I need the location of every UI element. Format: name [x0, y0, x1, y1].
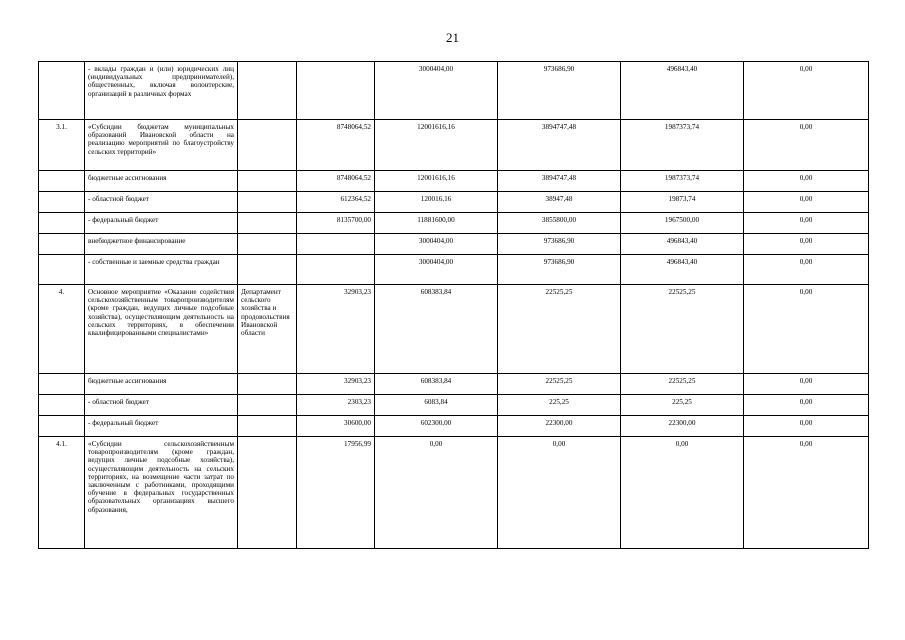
row-value-1: 2303,23 [297, 395, 375, 416]
row-value-2: 608383,84 [375, 285, 498, 374]
row-description: - собственные и заемные средства граждан [85, 255, 238, 285]
row-description: - областной бюджет [85, 192, 238, 213]
row-executor [238, 416, 297, 437]
table-row [39, 234, 869, 255]
row-value-3: 225,25 [498, 395, 621, 416]
row-value-4: 1967500,00 [621, 213, 744, 234]
row-value-4: 496843,40 [621, 255, 744, 285]
row-value-3: 3855800,00 [498, 213, 621, 234]
table-row [39, 171, 869, 192]
row-description: Основное мероприятие «Оказание содействия сельскохозяйственным товаропроизводителям (кроме граждан, ведущих личные подсобные хозяйства), осуществляющим деятельность на сельских территориях, в обеспечении квалифицированными специалистами» [85, 285, 238, 374]
row-value-3: 0,00 [498, 437, 621, 549]
row-value-5: 0,00 [744, 255, 869, 285]
row-number: 3.1. [39, 120, 85, 171]
row-value-4: 22525,25 [621, 374, 744, 395]
row-value-3: 973686,90 [498, 62, 621, 120]
row-executor [238, 171, 297, 192]
row-value-5: 0,00 [744, 120, 869, 171]
row-description: внебюджетное финансирование [85, 234, 238, 255]
row-value-4: 225,25 [621, 395, 744, 416]
table-row [39, 416, 869, 437]
row-value-5: 0,00 [744, 171, 869, 192]
row-value-3: 973686,90 [498, 255, 621, 285]
row-number [39, 395, 85, 416]
row-executor [238, 374, 297, 395]
table-row [39, 62, 869, 120]
row-value-3: 22525,25 [498, 374, 621, 395]
row-description: - федеральный бюджет [85, 213, 238, 234]
row-value-2: 120016,16 [375, 192, 498, 213]
row-value-4: 1987373,74 [621, 120, 744, 171]
row-executor [238, 437, 297, 549]
row-number [39, 255, 85, 285]
row-value-1: 612364,52 [297, 192, 375, 213]
page-number: 21 [446, 30, 459, 45]
row-number [39, 234, 85, 255]
table-row [39, 374, 869, 395]
row-description: бюджетные ассигнования [85, 374, 238, 395]
row-description: - федеральный бюджет [85, 416, 238, 437]
row-value-5: 0,00 [744, 234, 869, 255]
row-value-2: 3000404,00 [375, 234, 498, 255]
row-description: бюджетные ассигнования [85, 171, 238, 192]
row-value-2: 3000404,00 [375, 255, 498, 285]
row-executor [238, 255, 297, 285]
row-description: - вклады граждан и (или) юридических лиц (индивидуальных предпринимателей), общественных, включая волонтерские, организаций в различных формах [85, 62, 238, 120]
row-executor [238, 395, 297, 416]
row-number [39, 192, 85, 213]
row-value-3: 973686,90 [498, 234, 621, 255]
row-value-2: 608383,84 [375, 374, 498, 395]
row-value-1: 8748064,52 [297, 120, 375, 171]
row-value-2: 12001616,16 [375, 171, 498, 192]
table-row [39, 255, 869, 285]
table-row [39, 192, 869, 213]
row-number [39, 416, 85, 437]
row-value-2: 12001616,16 [375, 120, 498, 171]
row-executor [238, 62, 297, 120]
row-value-2: 602300,00 [375, 416, 498, 437]
table-row [39, 213, 869, 234]
row-value-4: 22525,25 [621, 285, 744, 374]
row-value-1 [297, 62, 375, 120]
row-value-4: 496843,40 [621, 62, 744, 120]
row-value-3: 3894747,48 [498, 120, 621, 171]
row-value-1: 17956,99 [297, 437, 375, 549]
row-value-1: 30600,00 [297, 416, 375, 437]
row-value-5: 0,00 [744, 285, 869, 374]
row-value-5: 0,00 [744, 395, 869, 416]
row-value-3: 38947,48 [498, 192, 621, 213]
row-number [39, 213, 85, 234]
row-executor [238, 120, 297, 171]
row-value-2: 11881600,00 [375, 213, 498, 234]
row-value-3: 3894747,48 [498, 171, 621, 192]
row-value-1: 8135700,00 [297, 213, 375, 234]
table-row [39, 437, 869, 549]
row-executor [238, 213, 297, 234]
table-row [39, 285, 869, 374]
row-executor: Департамент сельского хозяйства и продовольствия Ивановской области [238, 285, 297, 374]
row-value-3: 22300,00 [498, 416, 621, 437]
table-row [39, 395, 869, 416]
row-number [39, 374, 85, 395]
row-value-5: 0,00 [744, 416, 869, 437]
row-value-1 [297, 234, 375, 255]
row-executor [238, 192, 297, 213]
budget-table [38, 61, 869, 549]
row-value-5: 0,00 [744, 192, 869, 213]
row-number: 4. [39, 285, 85, 374]
row-value-1: 32903,23 [297, 285, 375, 374]
row-number [39, 62, 85, 120]
row-value-4: 22300,00 [621, 416, 744, 437]
row-value-4: 0,00 [621, 437, 744, 549]
row-value-1 [297, 255, 375, 285]
row-number [39, 171, 85, 192]
row-value-2: 3000404,00 [375, 62, 498, 120]
row-number: 4.1. [39, 437, 85, 549]
row-description: «Субсидии сельскохозяйственным товаропроизводителям (кроме граждан, ведущих личные подсобные хозяйства), осуществляющим деятельность на сельских территориях, на возмещение части затрат по заключенным с работниками, проходящими обучение в федеральных государственных образовательных организациях высшего образования, [85, 437, 238, 549]
row-value-5: 0,00 [744, 213, 869, 234]
row-description: - областной бюджет [85, 395, 238, 416]
row-value-3: 22525,25 [498, 285, 621, 374]
row-value-5: 0,00 [744, 374, 869, 395]
table-row [39, 120, 869, 171]
row-value-1: 8748064,52 [297, 171, 375, 192]
row-value-2: 6083,84 [375, 395, 498, 416]
row-value-1: 32903,23 [297, 374, 375, 395]
row-value-4: 1987373,74 [621, 171, 744, 192]
row-value-5: 0,00 [744, 62, 869, 120]
row-value-2: 0,00 [375, 437, 498, 549]
row-executor [238, 234, 297, 255]
row-description: «Субсидии бюджетам муниципальных образований Ивановской области на реализацию мероприятий по благоустройству сельских территорий» [85, 120, 238, 171]
row-value-4: 19873,74 [621, 192, 744, 213]
row-value-5: 0,00 [744, 437, 869, 549]
row-value-4: 496843,40 [621, 234, 744, 255]
